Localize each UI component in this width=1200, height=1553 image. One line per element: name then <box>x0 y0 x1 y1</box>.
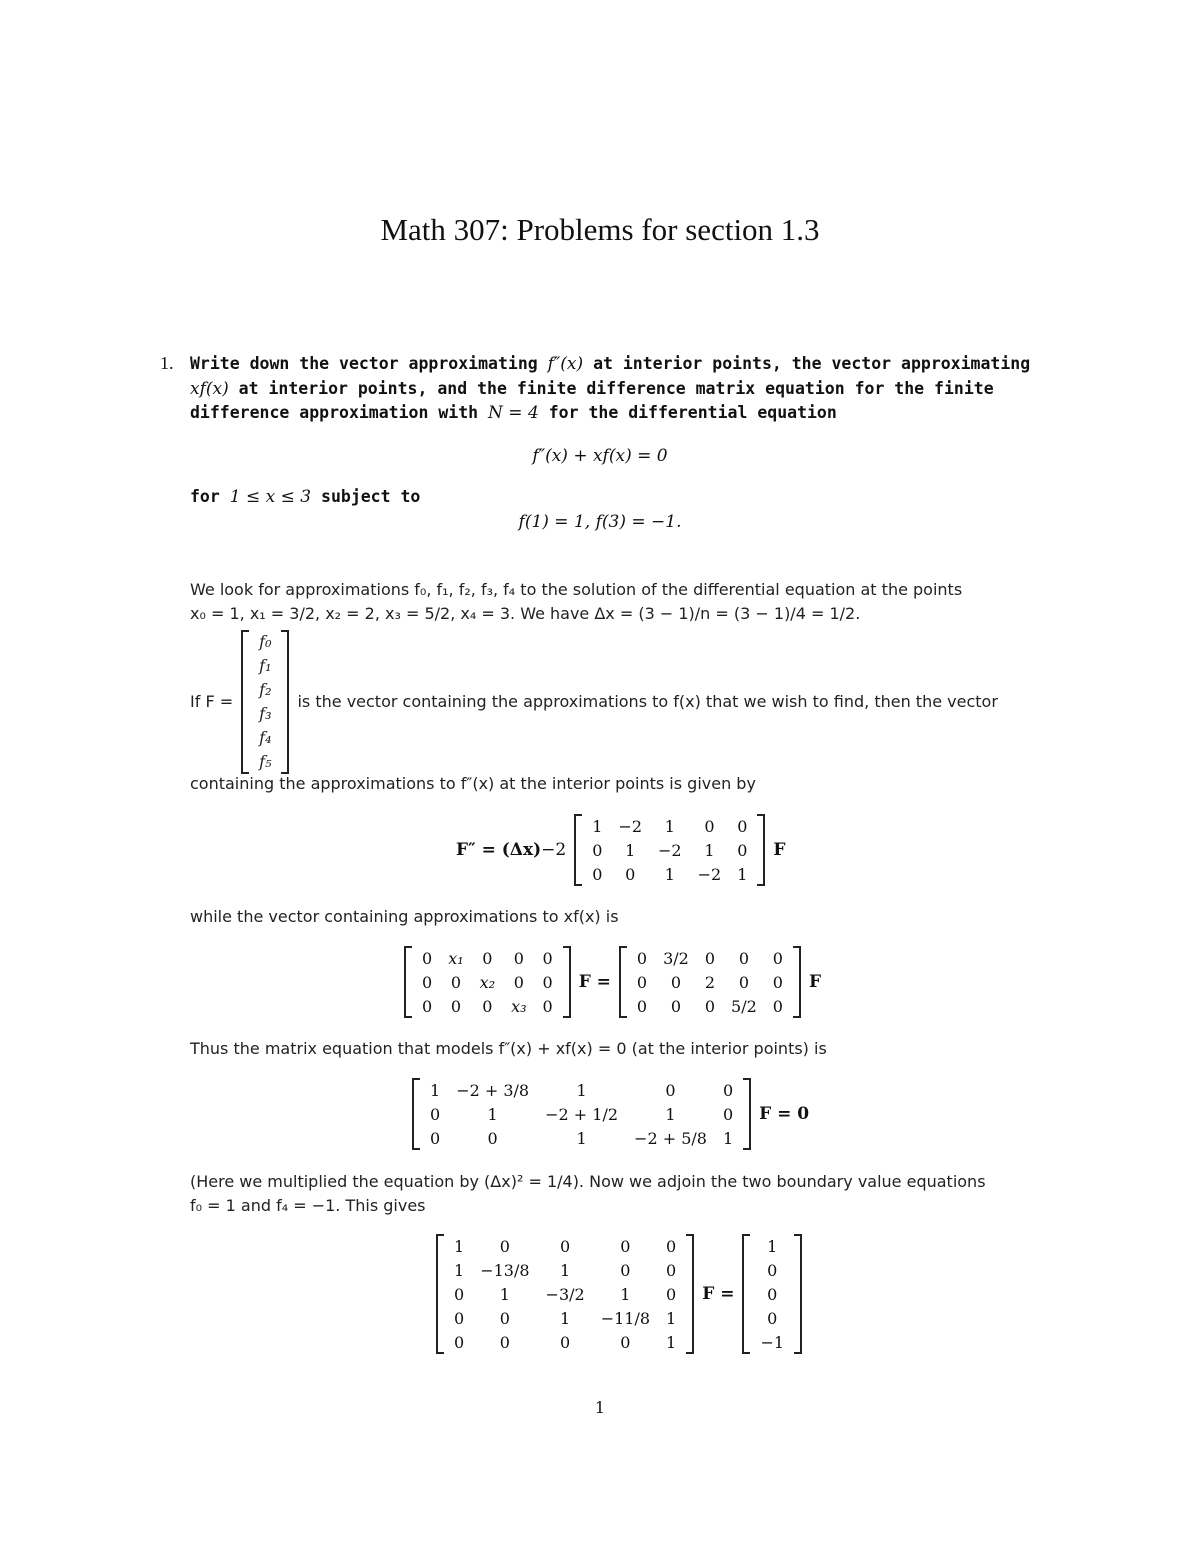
statement-part-c: at interior points, and the finite difference matrix equation for the finite difference approximation with <box>190 378 994 422</box>
vector-row <box>752 1282 792 1306</box>
matrix-cell: −2 <box>697 864 722 884</box>
matrix-cell: 0 <box>422 972 433 992</box>
here-paragraph <box>190 1170 1070 1218</box>
matrix-cell: 0 <box>450 996 461 1016</box>
matrix-row <box>629 994 791 1018</box>
matrix-cell: 1 <box>625 840 636 860</box>
matrix-cell: 0 <box>722 1080 734 1100</box>
matrix-cell: 0 <box>454 1284 465 1304</box>
vector-entry: 0 <box>767 1308 778 1328</box>
matrix-cell: 1 <box>666 1308 677 1328</box>
matrix-row <box>414 970 561 994</box>
vector-row <box>752 1306 792 1330</box>
rhs-vector-table <box>752 1234 792 1354</box>
f-second-derivative: f″(x) <box>547 354 584 374</box>
matrix-cell: 0 <box>620 1260 631 1280</box>
matrix-cell: x₂ <box>479 972 496 992</box>
is-vector-text: is the vector containing the approximations to f(x) that we wish to find, then the vector <box>297 692 998 711</box>
f-vector <box>241 630 289 774</box>
matrix-cell: 0 <box>670 996 682 1016</box>
rhs-vector <box>742 1234 802 1354</box>
matrix-cell: 1 <box>704 840 715 860</box>
containing-line: containing the approximations to f″(x) at the interior points is given by <box>190 774 756 793</box>
f-vector-definition <box>190 630 998 774</box>
matrix-row <box>422 1102 741 1126</box>
matrix-cell: 0 <box>560 1236 571 1256</box>
matrix-cell: 0 <box>738 972 750 992</box>
matrix-row <box>629 970 791 994</box>
full-system-eq-label: F = <box>702 1284 735 1304</box>
matrix-cell: 1 <box>576 1080 587 1100</box>
matrix-cell: 1 <box>499 1284 510 1304</box>
matrix-cell: 0 <box>592 864 603 884</box>
x-symbolic-matrix <box>404 946 571 1018</box>
adjoin-line: f₀ = 1 and f₄ = −1. This gives <box>190 1196 426 1215</box>
matrix-cell: 0 <box>636 972 648 992</box>
vector-entry: f₂ <box>259 680 272 699</box>
second-difference-table <box>584 814 755 886</box>
matrix-cell: 0 <box>636 948 648 968</box>
vector-entry: 1 <box>767 1236 778 1256</box>
matrix-cell: −2 + 5/8 <box>634 1128 707 1148</box>
matrix-cell: 0 <box>666 1284 677 1304</box>
matrix-cell: −11/8 <box>600 1308 651 1328</box>
here-line: (Here we multiplied the equation by (Δx)² = 1/4). Now we adjoin the two boundary value equations <box>190 1172 986 1191</box>
thus-line: Thus the matrix equation that models f″(x) + xf(x) = 0 (at the interior points) is <box>190 1039 827 1058</box>
matrix-cell: 0 <box>542 972 553 992</box>
statement-part-d: for the differential equation <box>548 403 837 422</box>
matrix-cell: −2 <box>618 816 643 836</box>
x-symbolic-table <box>414 946 561 1018</box>
matrix-cell: 0 <box>704 948 716 968</box>
xf-rhs: F <box>808 972 822 992</box>
full-system-table <box>446 1234 684 1354</box>
matrix-cell: 0 <box>487 1128 498 1148</box>
matrix-cell: 0 <box>772 996 783 1016</box>
matrix-cell: 1 <box>487 1104 498 1124</box>
matrix-cell: 2 <box>704 972 716 992</box>
problem-statement <box>160 352 1060 426</box>
vector-entry: 0 <box>767 1284 778 1304</box>
matrix-row <box>414 946 561 970</box>
matrix-cell: 1 <box>620 1284 631 1304</box>
vector-row <box>251 654 279 678</box>
matrix-cell: 0 <box>560 1332 571 1352</box>
matrix-cell: 0 <box>737 816 748 836</box>
page-title: Math 307: Problems for section 1.3 <box>380 212 820 247</box>
vector-row <box>752 1258 792 1282</box>
matrix-row <box>629 946 791 970</box>
matrix-cell: 1 <box>665 1104 676 1124</box>
matrix-cell: 5/2 <box>731 996 757 1016</box>
matrix-row <box>584 862 755 886</box>
differential-equation: f″(x) + xf(x) = 0 <box>532 446 668 466</box>
matrix-cell: 0 <box>422 996 433 1016</box>
matrix-cell: 0 <box>454 1332 465 1352</box>
full-system-equation <box>436 1234 802 1354</box>
matrix-cell: 0 <box>665 1080 676 1100</box>
full-system-matrix <box>436 1234 694 1354</box>
matrix-cell: 0 <box>513 948 524 968</box>
boundary-conditions: f(1) = 1, f(3) = −1. <box>518 512 682 532</box>
matrix-cell: 1 <box>666 1332 677 1352</box>
matrix-cell: 1 <box>592 816 603 836</box>
statement-part-b: at interior points, the vector approximating <box>593 354 1031 373</box>
matrix-cell: 0 <box>670 972 682 992</box>
matrix-cell: 0 <box>620 1236 631 1256</box>
matrix-cell: −3/2 <box>545 1284 585 1304</box>
matrix-cell: 0 <box>482 996 493 1016</box>
matrix-cell: −2 <box>658 840 682 860</box>
matrix-cell: 1 <box>737 864 748 884</box>
matrix-cell: 0 <box>499 1308 510 1328</box>
matrix-cell: 1 <box>454 1260 465 1280</box>
x-numeric-matrix <box>619 946 801 1018</box>
f-vector-table <box>251 630 279 774</box>
n-equals: N = 4 <box>488 403 539 423</box>
matrix-cell: 0 <box>722 1104 734 1124</box>
xf-eq-label: F = <box>578 972 611 992</box>
for-label: for <box>190 487 220 506</box>
vector-row <box>251 678 279 702</box>
matrix-cell: 0 <box>625 864 636 884</box>
vector-entry: f₅ <box>259 752 272 771</box>
matrix-cell: 0 <box>450 972 461 992</box>
vector-entry: f₁ <box>259 656 272 675</box>
matrix-cell: 0 <box>542 948 553 968</box>
matrix-row <box>414 994 561 1018</box>
matrix-cell: 1 <box>560 1308 571 1328</box>
matrix-cell: 0 <box>620 1332 631 1352</box>
second-difference-matrix <box>574 814 765 886</box>
points-line: x₀ = 1, x₁ = 3/2, x₂ = 2, x₃ = 5/2, x₄ = 3. We have Δx = (3 − 1)/n = (3 − 1)/4 = 1/2. <box>190 604 861 623</box>
matrix-row <box>422 1078 741 1102</box>
matrix-cell: 0 <box>738 948 750 968</box>
look-for-line: We look for approximations f₀, f₁, f₂, f₃, f₄ to the solution of the differential equation at the points <box>190 580 963 599</box>
problem-number: 1. <box>160 353 174 373</box>
vector-entry: f₃ <box>259 704 272 723</box>
matrix-row <box>446 1258 684 1282</box>
subject-to-label: subject to <box>321 487 421 506</box>
interior-matrix <box>412 1078 751 1150</box>
vector-row <box>251 702 279 726</box>
fpp-rhs: F <box>773 840 786 860</box>
matrix-row <box>446 1330 684 1354</box>
f-double-prime-equation <box>456 814 785 886</box>
matrix-row <box>446 1306 684 1330</box>
matrix-cell: 1 <box>454 1236 465 1256</box>
x-numeric-table <box>629 946 791 1018</box>
fpp-lhs: F″ = (Δx) <box>456 840 542 860</box>
domain-line <box>190 487 420 507</box>
matrix-cell: −2 + 3/8 <box>456 1080 530 1100</box>
matrix-row <box>584 838 755 862</box>
matrix-cell: 0 <box>454 1308 465 1328</box>
matrix-cell: 0 <box>772 972 783 992</box>
xf-equation <box>404 946 829 1018</box>
matrix-cell: 0 <box>499 1332 510 1352</box>
matrix-cell: 0 <box>737 840 748 860</box>
vector-row <box>251 630 279 654</box>
matrix-row <box>446 1234 684 1258</box>
matrix-cell: 0 <box>592 840 603 860</box>
matrix-cell: 0 <box>666 1260 677 1280</box>
matrix-cell: 1 <box>664 816 675 836</box>
vector-row <box>251 726 279 750</box>
matrix-cell: 0 <box>422 948 433 968</box>
matrix-cell: 0 <box>482 948 493 968</box>
matrix-cell: 1 <box>430 1080 441 1100</box>
page-number: 1 <box>594 1398 606 1417</box>
while-line: while the vector containing approximations to xf(x) is <box>190 907 619 926</box>
interior-matrix-equation <box>412 1078 817 1150</box>
domain-range: 1 ≤ x ≤ 3 <box>229 487 312 507</box>
vector-row <box>251 750 279 774</box>
vector-row <box>752 1330 792 1354</box>
vector-entry: 0 <box>767 1260 778 1280</box>
matrix-row <box>446 1282 684 1306</box>
matrix-cell: 0 <box>430 1104 441 1124</box>
matrix-cell: 1 <box>664 864 675 884</box>
matrix-cell: 0 <box>704 816 715 836</box>
vector-entry: f₄ <box>259 728 272 747</box>
matrix-cell: 0 <box>430 1128 441 1148</box>
matrix-cell: 0 <box>666 1236 677 1256</box>
matrix-cell: x₁ <box>448 948 464 968</box>
matrix-cell: x₃ <box>511 996 527 1016</box>
matrix-cell: 1 <box>722 1128 734 1148</box>
matrix-cell: 0 <box>499 1236 510 1256</box>
matrix-cell: −2 + 1/2 <box>545 1104 619 1124</box>
matrix-cell: 1 <box>576 1128 587 1148</box>
matrix-cell: −13/8 <box>480 1260 530 1280</box>
vector-row <box>752 1234 792 1258</box>
vector-entry: f₀ <box>259 632 272 651</box>
vector-entry: −1 <box>760 1332 785 1352</box>
if-f-label: If F = <box>190 692 234 711</box>
matrix-cell: 0 <box>542 996 553 1016</box>
fpp-exponent: −2 <box>541 840 567 860</box>
matrix-row <box>584 814 755 838</box>
interior-rhs: F = 0 <box>759 1104 810 1124</box>
interior-table <box>422 1078 741 1150</box>
statement-part-a: Write down the vector approximating <box>190 354 538 373</box>
matrix-cell: 1 <box>560 1260 571 1280</box>
matrix-cell: 3/2 <box>663 948 689 968</box>
matrix-cell: 0 <box>513 972 524 992</box>
matrix-row <box>422 1126 741 1150</box>
solution-intro <box>190 578 1070 626</box>
x-times-f: xf(x) <box>190 378 229 399</box>
matrix-cell: 0 <box>772 948 783 968</box>
matrix-cell: 0 <box>636 996 648 1016</box>
matrix-cell: 0 <box>704 996 716 1016</box>
